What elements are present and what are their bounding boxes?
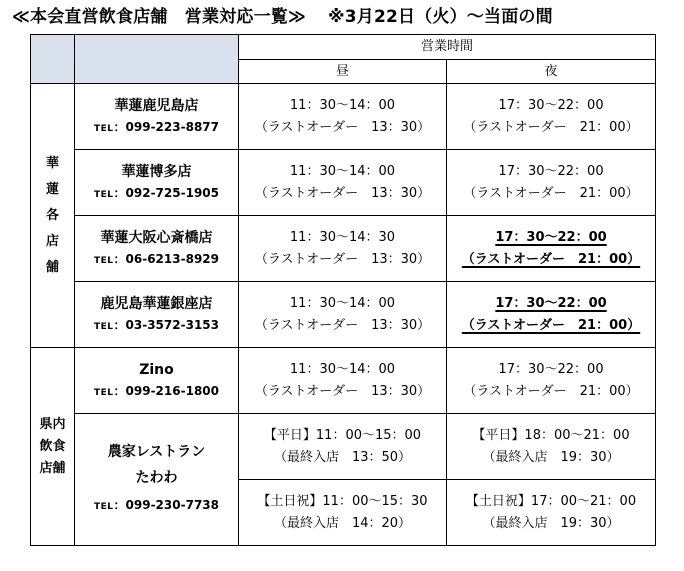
table-row xyxy=(31,414,656,480)
store-name: 華蓮大阪心斎橋店 xyxy=(100,229,213,246)
day-hours-cell: 11：30～14：30 （ラストオーダー 13：30） xyxy=(239,216,447,282)
header-night: 夜 xyxy=(447,60,656,84)
night-hours-cell: 17：30～22：00 （ラストオーダー 21：00） xyxy=(447,348,656,414)
table-row xyxy=(31,84,656,150)
store-cell xyxy=(75,150,239,216)
holiday-day-hours-cell: 【土日祝】11：00～15：30 （最終入店 14：20） xyxy=(239,480,447,546)
night-hours-cell: 17：30～22：00 （ラストオーダー 21：00） xyxy=(447,150,656,216)
store-cell xyxy=(75,414,239,546)
weekday-night-hours-cell: 【平日】18：00～21：00 （最終入店 19：30） xyxy=(447,414,656,480)
store-tel: TEL：099-216-1800 xyxy=(94,383,219,398)
group-label-karen: 華蓮各店舗 xyxy=(31,84,75,348)
schedule-table xyxy=(30,34,656,546)
store-name: 農家レストラン xyxy=(107,443,206,460)
store-name: 鹿児島華蓮銀座店 xyxy=(100,295,213,312)
store-name: Zino xyxy=(139,361,174,378)
night-hours-cell: 17：30～22：00 （ラストオーダー 21：00） xyxy=(447,216,656,282)
store-tel: TEL：099-223-8877 xyxy=(94,119,219,134)
table-row xyxy=(31,348,656,414)
night-hours-cell: 17：30～22：00 （ラストオーダー 21：00） xyxy=(447,282,656,348)
day-hours-cell: 11：30～14：00 （ラストオーダー 13：30） xyxy=(239,84,447,150)
store-name: 華蓮鹿児島店 xyxy=(114,97,199,114)
table-row xyxy=(31,216,656,282)
header-corner-store xyxy=(75,35,239,84)
store-name: 華蓮博多店 xyxy=(121,163,192,180)
day-hours-cell: 11：30～14：00 （ラストオーダー 13：30） xyxy=(239,282,447,348)
title-note: ※3月22日（火）～当面の間 xyxy=(328,7,553,27)
group-label-kennai: 県内飲食店舗 xyxy=(31,348,75,546)
header-row-1 xyxy=(31,35,656,60)
header-day: 昼 xyxy=(239,60,447,84)
weekday-day-hours-cell: 【平日】11：00～15：00 （最終入店 13：50） xyxy=(239,414,447,480)
title-main: ≪本会直営飲食店舗 営業対応一覧≫ xyxy=(12,7,306,27)
holiday-night-hours-cell: 【土日祝】17：00～21：00 （最終入店 19：30） xyxy=(447,480,656,546)
store-tel: TEL：06-6213-8929 xyxy=(94,251,219,266)
night-hours-cell: 17：30～22：00 （ラストオーダー 21：00） xyxy=(447,84,656,150)
table-row xyxy=(31,282,656,348)
store-tel: TEL：099-230-7738 xyxy=(94,497,219,512)
table-row xyxy=(31,150,656,216)
header-hours: 営業時間 xyxy=(239,35,656,60)
page-title xyxy=(12,4,682,30)
store-name-line2: たわわ xyxy=(135,469,178,486)
store-tel: TEL：092-725-1905 xyxy=(94,185,219,200)
store-tel: TEL：03-3572-3153 xyxy=(94,317,219,332)
day-hours-cell: 11：30～14：00 （ラストオーダー 13：30） xyxy=(239,150,447,216)
store-cell xyxy=(75,216,239,282)
store-cell xyxy=(75,84,239,150)
day-hours-cell: 11：30～14：00 （ラストオーダー 13：30） xyxy=(239,348,447,414)
store-cell xyxy=(75,282,239,348)
store-cell xyxy=(75,348,239,414)
header-corner-group xyxy=(31,35,75,84)
